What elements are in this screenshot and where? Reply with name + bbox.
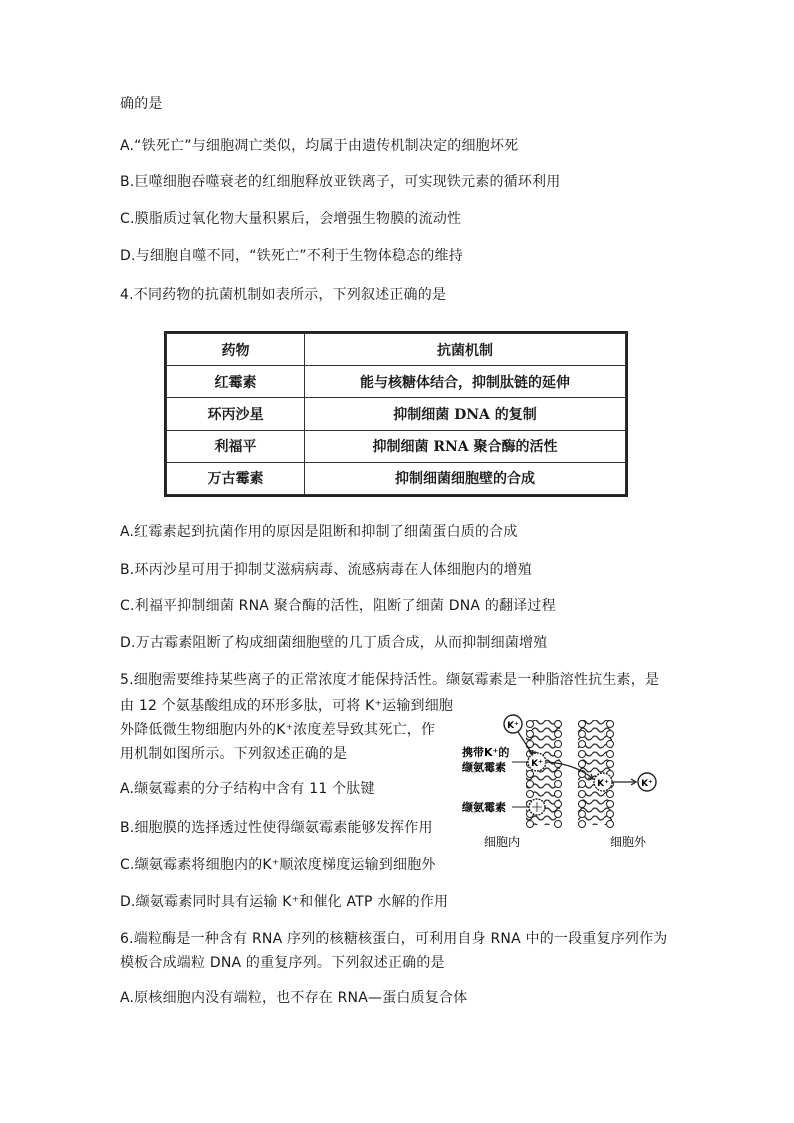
outside-cell-label: 细胞外 <box>610 835 647 849</box>
valinomycin-membrane-figure <box>460 710 680 860</box>
q4-option-b: B.环丙沙星可用于抑制艾滋病病毒、流感病毒在人体细胞内的增殖 <box>120 562 533 578</box>
carrier-label-2: 缬氨霉素 <box>462 761 506 774</box>
svg-text:K⁺: K⁺ <box>641 779 653 789</box>
q5-stem-line-3: 外降低微生物细胞内外的K⁺浓度差导致其死亡，作 <box>120 722 436 738</box>
q5-stem-line-4: 用机制如图所示。下列叙述正确的是 <box>120 746 348 762</box>
carrier-label-1: 携带K⁺的 <box>462 746 510 759</box>
drug-mechanism-table <box>164 331 628 497</box>
q5-stem-line-1: 5.细胞需要维持某些离子的正常浓度才能保持活性。缬氨霉素是一种脂溶性抗生素，是 <box>120 672 660 688</box>
svg-text:K⁺: K⁺ <box>597 779 609 789</box>
q3-stem-end: 确的是 <box>120 96 163 112</box>
q5-option-a: A.缬氨霉素的分子结构中含有 11 个肽键 <box>120 781 375 797</box>
released-potassium-ion-icon <box>594 773 612 791</box>
q4-stem: 4.不同药物的抗菌机制如表所示，下列叙述正确的是 <box>120 287 447 303</box>
svg-text:K⁺: K⁺ <box>531 759 543 769</box>
carried-potassium-ion-icon <box>528 753 546 771</box>
q3-option-c: C.膜脂质过氧化物大量积累后，会增强生物膜的流动性 <box>120 211 462 227</box>
potassium-ion-icon <box>504 715 522 733</box>
q6-stem-line-2: 模板合成端粒 DNA 的重复序列。下列叙述正确的是 <box>120 955 445 971</box>
table-cell-mechanism: 抑制细菌 RNA 聚合酶的活性 <box>305 430 626 462</box>
table-cell-mechanism: 抑制细菌 DNA 的复制 <box>305 398 626 430</box>
table-row <box>167 398 626 430</box>
q4-option-a: A.红霉素起到抗菌作用的原因是阻断和抑制了细菌蛋白质的合成 <box>120 524 518 540</box>
table-cell-drug: 环丙沙星 <box>167 398 305 430</box>
q5-option-c: C.缬氨霉素将细胞内的K⁺顺浓度梯度运输到细胞外 <box>120 857 436 873</box>
table-cell-drug: 红霉素 <box>167 366 305 398</box>
q3-option-a: A.“铁死亡”与细胞凋亡类似，均属于由遗传机制决定的细胞坏死 <box>120 138 519 154</box>
table-row <box>167 462 626 494</box>
table-cell-mechanism: 能与核糖体结合，抑制肽链的延伸 <box>305 366 626 398</box>
q3-option-b: B.巨噬细胞吞噬衰老的红细胞释放亚铁离子，可实现铁元素的循环利用 <box>120 174 561 190</box>
valinomycin-ring-icon <box>529 799 545 815</box>
membrane-right <box>578 720 614 828</box>
table-header-drug: 药物 <box>167 334 305 366</box>
q6-stem-line-1: 6.端粒酶是一种含有 RNA 序列的核糖核蛋白，可利用自身 RNA 中的一段重复序列作为 <box>120 931 668 947</box>
table-row <box>167 430 626 462</box>
inside-cell-label: 细胞内 <box>484 835 521 849</box>
q5-option-d: D.缬氨霉素同时具有运输 K⁺和催化 ATP 水解的作用 <box>120 894 449 910</box>
q4-option-c: C.利福平抑制细菌 RNA 聚合酶的活性，阻断了细菌 DNA 的翻译过程 <box>120 598 556 614</box>
table-header-mechanism: 抗菌机制 <box>305 334 626 366</box>
q5-option-b: B.细胞膜的选择透过性使得缬氨霉素能够发挥作用 <box>120 820 433 836</box>
outside-potassium-ion-icon <box>638 773 656 791</box>
table-row <box>167 366 626 398</box>
q4-option-d: D.万古霉素阻断了构成细菌细胞壁的几丁质合成，从而抑制细菌增殖 <box>120 635 548 651</box>
q3-option-d: D.与细胞自噬不同，“铁死亡”不利于生物体稳态的维持 <box>120 248 463 264</box>
table-header-row <box>167 334 626 366</box>
table-cell-drug: 万古霉素 <box>167 462 305 494</box>
svg-text:K⁺: K⁺ <box>507 721 519 731</box>
table-cell-mechanism: 抑制细菌细胞壁的合成 <box>305 462 626 494</box>
table-cell-drug: 利福平 <box>167 430 305 462</box>
free-valinomycin-label: 缬氨霉素 <box>462 801 506 814</box>
q5-stem-line-2: 由 12 个氨基酸组成的环形多肽，可将 K⁺运输到细胞 <box>120 698 454 714</box>
q6-option-a: A.原核细胞内没有端粒，也不存在 RNA—蛋白质复合体 <box>120 990 468 1006</box>
